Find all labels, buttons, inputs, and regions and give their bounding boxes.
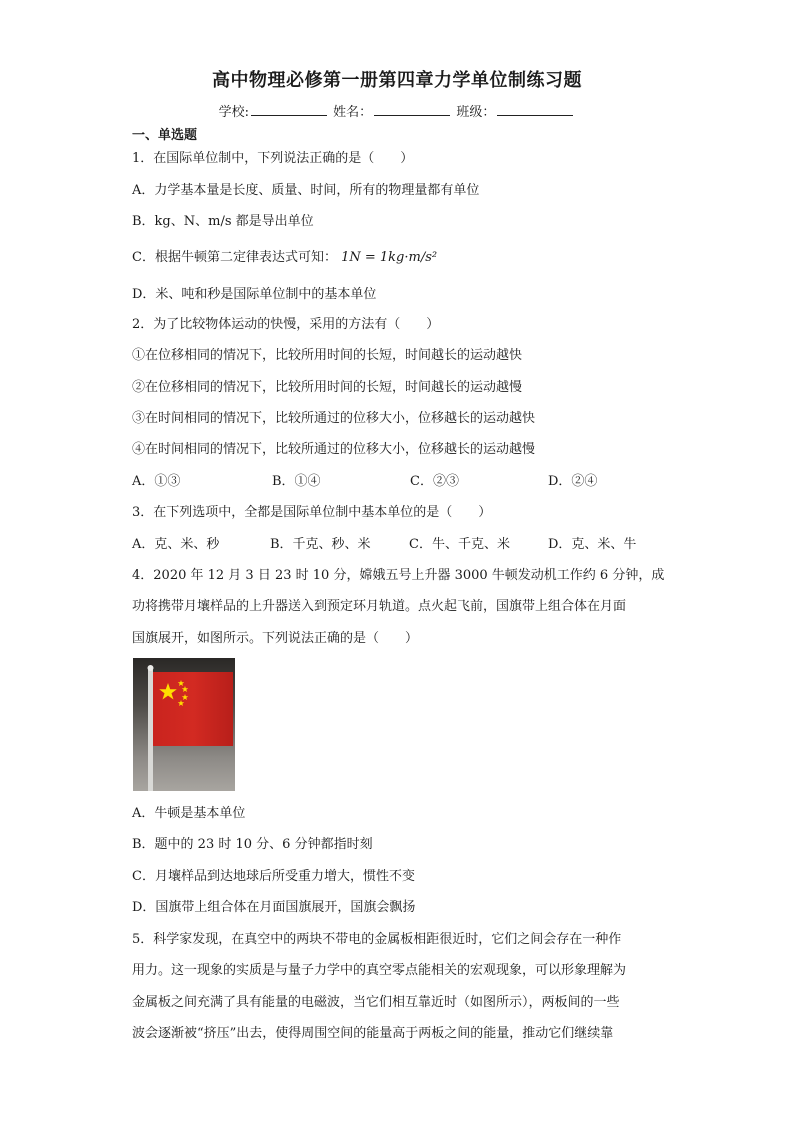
moon-flag-photo — [133, 658, 235, 791]
q2-statement-3: ③在时间相同的情况下，比较所通过的位移大小，位移越长的运动越快 — [132, 411, 536, 426]
class-label: 班级： — [456, 105, 496, 120]
q2-option-a: A．①③ — [132, 474, 181, 489]
q4-stem-line-2: 功将携带月壤样品的上升器送入到预定环月轨道。点火起飞前，国旗带上组合体在月面 — [132, 599, 627, 614]
school-blank[interactable] — [251, 103, 327, 116]
q5-line-1: 5．科学家发现，在真空中的两块不带电的金属板相距很近时，它们之间会存在一种作 — [132, 932, 622, 947]
q5-line-3: 金属板之间充满了具有能量的电磁波，当它们相互靠近时（如图所示），两板间的一些 — [132, 995, 620, 1010]
q4-option-a: A．牛顿是基本单位 — [132, 806, 246, 821]
q2-statement-2: ②在位移相同的情况下，比较所用时间的长短，时间越长的运动越慢 — [132, 380, 523, 395]
q2-option-b: B．①④ — [272, 474, 321, 489]
q1-formula: 1N = 1kg·m/s² — [341, 250, 438, 265]
q1-option-c — [132, 249, 437, 267]
q5-line-2: 用力。这一现象的实质是与量子力学中的真空零点能相关的宏观现象，可以形象理解为 — [132, 963, 627, 978]
name-blank[interactable] — [374, 103, 450, 116]
q1-option-d: D．米、吨和秒是国际单位制中的基本单位 — [132, 287, 377, 302]
q5-line-4: 波会逐渐被“挤压”出去，使得周围空间的能量高于两板之间的能量，推动它们继续靠 — [132, 1026, 614, 1041]
flag-pole — [148, 668, 153, 791]
q2-option-c: C．②③ — [410, 474, 459, 489]
class-blank[interactable] — [497, 103, 573, 116]
q3-option-a: A．克、米、秒 — [132, 537, 220, 552]
q1-option-a: A．力学基本量是长度、质量、时间，所有的物理量都有单位 — [132, 183, 480, 198]
q4-option-c: C．月壤样品到达地球后所受重力增大，惯性不变 — [132, 869, 415, 884]
school-label: 学校: — [218, 105, 250, 120]
q4-stem-line-3: 国旗展开，如图所示。下列说法正确的是（ ） — [132, 631, 419, 646]
q1-stem: 1．在国际单位制中，下列说法正确的是（ ） — [132, 151, 414, 166]
q3-option-d: D．克、米、牛 — [548, 537, 637, 552]
q4-stem-line-1: 4．2020 年 12 月 3 日 23 时 10 分，嫦娥五号上升器 3000 牛顿发动机工作约 6 分钟，成 — [132, 568, 665, 583]
student-info-line — [0, 101, 794, 120]
q2-option-d: D．②④ — [548, 474, 598, 489]
section-heading: 一、单选题 — [132, 128, 198, 143]
q3-option-c: C．牛、千克、米 — [409, 537, 510, 552]
q2-stem: 2．为了比较物体运动的快慢，采用的方法有（ ） — [132, 317, 440, 332]
q1-option-c-text: C．根据牛顿第二定律表达式可知： — [132, 250, 337, 265]
q4-option-b: B．题中的 23 时 10 分、6 分钟都指时刻 — [132, 837, 373, 852]
q3-option-b: B．千克、秒、米 — [270, 537, 371, 552]
q2-statement-4: ④在时间相同的情况下，比较所通过的位移大小，位移越长的运动越慢 — [132, 442, 536, 457]
q1-option-b: B．kg、N、m/s 都是导出单位 — [132, 214, 314, 229]
chinese-flag — [153, 672, 233, 746]
q2-statement-1: ①在位移相同的情况下，比较所用时间的长短，时间越长的运动越快 — [132, 348, 523, 363]
q4-option-d: D．国旗带上组合体在月面国旗展开，国旗会飘扬 — [132, 900, 416, 915]
name-label: 姓名： — [333, 105, 373, 120]
q3-stem: 3．在下列选项中，全都是国际单位制中基本单位的是（ ） — [132, 505, 492, 520]
pole-top — [148, 665, 154, 671]
flag-illustration — [133, 658, 235, 791]
page-title: 高中物理必修第一册第四章力学单位制练习题 — [212, 70, 582, 91]
